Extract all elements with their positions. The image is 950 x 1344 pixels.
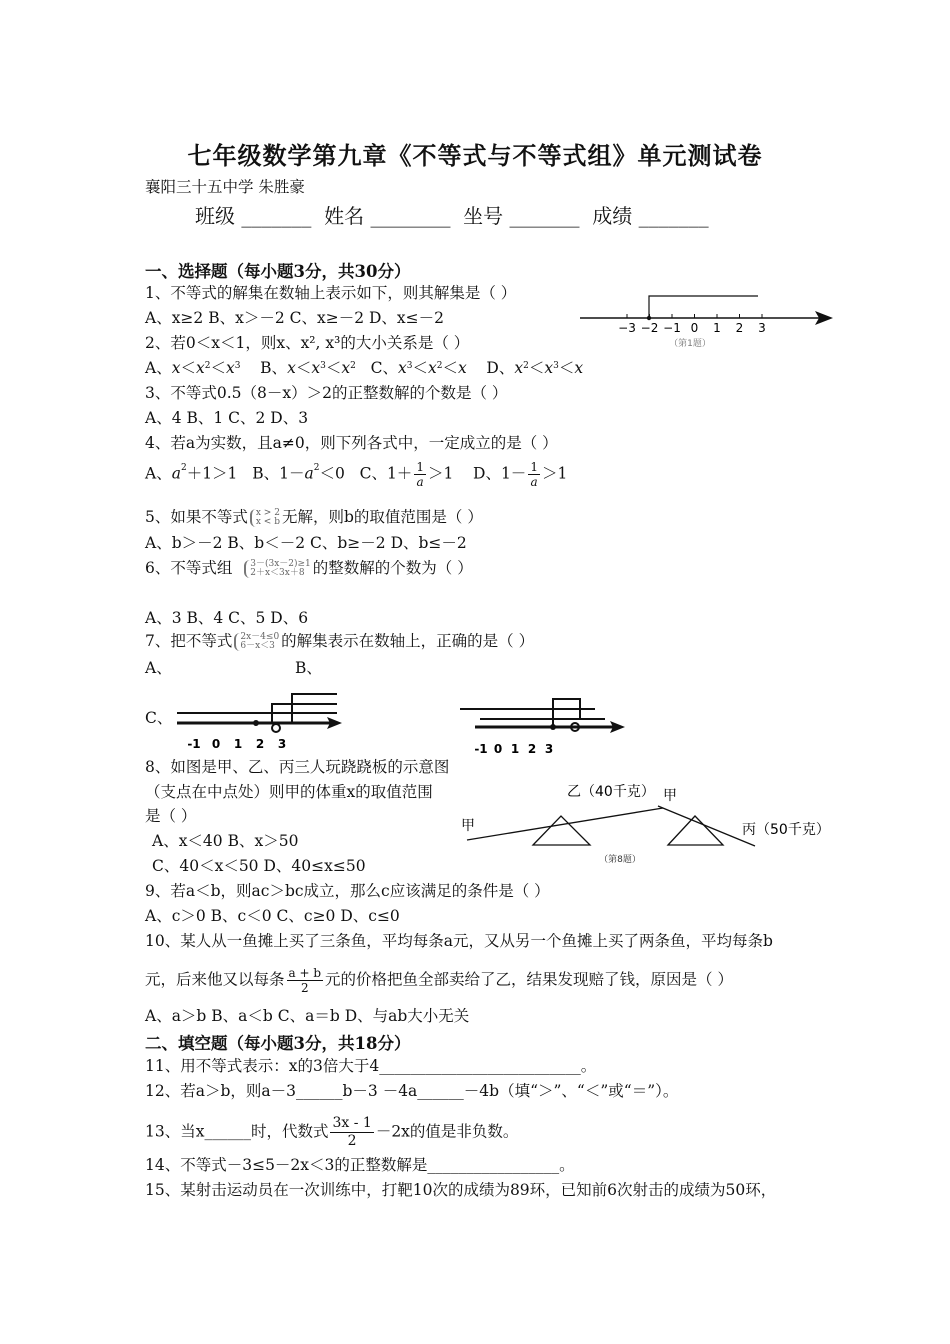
q8-seesaw-figure <box>455 778 845 873</box>
q7-text <box>145 631 534 651</box>
q5-post: 无解，则b的取值范围是（ ） <box>281 508 483 526</box>
q1-caption: （第1题） <box>669 339 711 349</box>
q7-axis-label: 1 <box>510 742 520 756</box>
q6-text <box>145 558 473 578</box>
q7-axis-label: -1 <box>187 737 201 751</box>
q7-axis-label: 3 <box>544 742 554 756</box>
q2-options: A、$x<x^2<x^3$ B、$x<x^3<x^2$ C、$x^3<x^2<x$ D、$x^2<x^3<x$ <box>145 359 584 377</box>
seesaw-left-board <box>467 808 663 840</box>
q3-options: A、4 B、1 C、2 D、3 <box>145 409 309 427</box>
label-yi: 乙（40千克） <box>567 784 655 800</box>
q13-fraction <box>330 1115 373 1150</box>
class-label: 班级 <box>195 204 235 228</box>
q8-line1: 8、如图是甲、乙、丙三人玩跷跷板的示意图 <box>145 758 450 776</box>
q4-text: 4、若a为实数，且a≠0，则下列各式中，一定成立的是（ ） <box>145 434 558 452</box>
q8-options-ab: A、x＜40 B、x＞50 <box>152 832 299 850</box>
info-line <box>195 200 709 229</box>
label-jia-right: 甲 <box>663 788 677 804</box>
q15-text: 15、某射击运动员在一次训练中，打靶10次的成绩为89环，已知前6次射击的成绩为50环， <box>145 1181 777 1199</box>
q6-pre: 6、不等式组 <box>145 559 233 577</box>
score-blank[interactable]: _______ <box>638 204 709 228</box>
q7-inequality-system <box>234 633 279 651</box>
q10-line2-pre: 元，后来他又以每条 <box>145 970 285 989</box>
seat-label: 坐号 <box>463 204 504 228</box>
q13-frac-den: 2 <box>347 1133 357 1149</box>
name-label: 姓名 <box>324 204 365 228</box>
author-line: 襄阳三十五中学 朱胜豪 <box>145 178 305 196</box>
q13-post: －2x的值是非负数。 <box>375 1122 519 1141</box>
q7-option-a: A、 <box>145 659 172 677</box>
q7-option-c: C、 <box>145 709 173 727</box>
q10-options: A、a＞b B、a＜b C、a＝b D、与ab大小无关 <box>145 1007 470 1025</box>
section-fill-heading: 二、填空题（每小题3分，共18分） <box>145 1034 411 1053</box>
page-title: 七年级数学第九章《不等式与不等式组》单元测试卷 <box>187 141 763 170</box>
q7-sys2: 6－x＜3 <box>240 641 275 651</box>
q5-text <box>145 507 483 527</box>
q10-frac-den: 2 <box>300 981 309 995</box>
q1-text: 1、不等式的解集在数轴上表示如下，则其解集是（ ） <box>145 284 517 302</box>
q10-fraction <box>287 966 324 995</box>
q7-option-b: B、 <box>295 659 322 677</box>
q8-line2: （支点在中点处）则甲的体重x的取值范围 <box>145 783 433 801</box>
q5-pre: 5、如果不等式 <box>145 508 248 526</box>
q1-tick-label: −3 <box>618 321 636 335</box>
q13-text <box>145 1115 518 1150</box>
q7-pre: 7、把不等式 <box>145 632 233 650</box>
seesaw-right-fulcrum <box>668 816 723 845</box>
label-bing: 丙（50千克） <box>742 822 830 838</box>
q1-tick-label: −2 <box>640 321 659 335</box>
q9-options: A、c＞0 B、c＜0 C、c≥0 D、c≤0 <box>145 907 400 925</box>
q1-tick-label: 2 <box>735 321 744 335</box>
q7-axis-label: -1 <box>474 742 488 756</box>
q6-post: 的整数解的个数为（ ） <box>312 559 473 577</box>
q1-tick-label: 1 <box>713 321 721 335</box>
label-jia-left: 甲 <box>461 818 475 834</box>
q6-sys1: 3－(3x－2)≥1 <box>250 559 311 569</box>
q5-options: A、b＞－2 B、b＜－2 C、b≥－2 D、b≤－2 <box>145 534 467 552</box>
q6-inequality-system <box>244 560 311 578</box>
q14-text: 14、不等式－3≤5－2x＜3的正整数解是_________________。 <box>145 1156 575 1174</box>
q5-inequality-system: x > 2 x < b <box>250 509 280 527</box>
q7-axis-label: 0 <box>493 742 503 756</box>
q1-tick-label: 3 <box>758 321 766 335</box>
solution-ray <box>649 296 758 318</box>
q7-axis-label: 3 <box>277 737 287 751</box>
q10-frac-num: a + b <box>288 966 322 980</box>
seesaw-left-fulcrum <box>533 816 590 845</box>
q1-tick-label: 0 <box>690 321 699 335</box>
q7-axis-label: 1 <box>233 737 243 751</box>
q7-post: 的解集表示在数轴上，正确的是（ ） <box>281 632 535 650</box>
q3-text: 3、不等式0.5（8－x）＞2的正整数解的个数是（ ） <box>145 384 508 402</box>
q4-options: A、$a^2+1>1$ B、$1-a^2<0$ C、1＋ $\frac{1}{a}$ ＞1 D、1－ $\frac{1}{a}$ ＞1 <box>145 460 568 489</box>
q10-line2 <box>145 966 733 995</box>
q12-text: 12、若a＞b，则a－3______b－3 －4a______－4b（填“＞”、“＜”或“＝”）。 <box>145 1082 679 1100</box>
q7-figure-right <box>455 695 635 760</box>
q7-figure-left <box>172 690 352 755</box>
q9-text: 9、若a＜b，则ac＞bc成立，那么c应该满足的条件是（ ） <box>145 882 550 900</box>
class-blank[interactable]: _______ <box>241 204 312 228</box>
q8-options-cd: C、40＜x＜50 D、40≤x≤50 <box>152 857 366 875</box>
q7-axis-label: 0 <box>211 737 221 751</box>
q8-caption: （第8题） <box>599 855 641 865</box>
q7-axis-label: 2 <box>527 742 537 756</box>
name-blank[interactable]: ________ <box>370 204 451 228</box>
seat-blank[interactable]: _______ <box>509 204 580 228</box>
q1-number-line-figure <box>575 288 840 350</box>
q10-line1: 10、某人从一鱼摊上买了三条鱼，平均每条a元，又从另一个鱼摊上买了两条鱼，平均每条b <box>145 932 773 950</box>
q7-sys1: 2x－4≤0 <box>240 632 280 642</box>
q6-options: A、3 B、4 C、5 D、6 <box>145 609 309 627</box>
q8-line3: 是（ ） <box>145 807 197 825</box>
q11-text: 11、用不等式表示：x的3倍大于4__________________________。 <box>145 1057 597 1075</box>
q10-line2-post: 元的价格把鱼全部卖给了乙，结果发现赔了钱，原因是（ ） <box>325 970 733 989</box>
q7-axis-label: 2 <box>255 737 265 751</box>
score-label: 成绩 <box>592 204 633 228</box>
q6-sys2: 2＋x＜3x＋8 <box>250 568 305 578</box>
q2-text: 2、若0＜x＜1，则x、x², x³的大小关系是（ ） <box>145 334 470 352</box>
q1-options: A、x≥2 B、x＞－2 C、x≥－2 D、x≤－2 <box>145 309 445 327</box>
section-choice-heading: 一、选择题（每小题3分，共30分） <box>145 262 411 281</box>
q1-tick-label: −1 <box>663 321 681 335</box>
q13-pre: 13、当x______时，代数式 <box>145 1122 329 1141</box>
q13-frac-num: 3x - 1 <box>332 1115 372 1131</box>
